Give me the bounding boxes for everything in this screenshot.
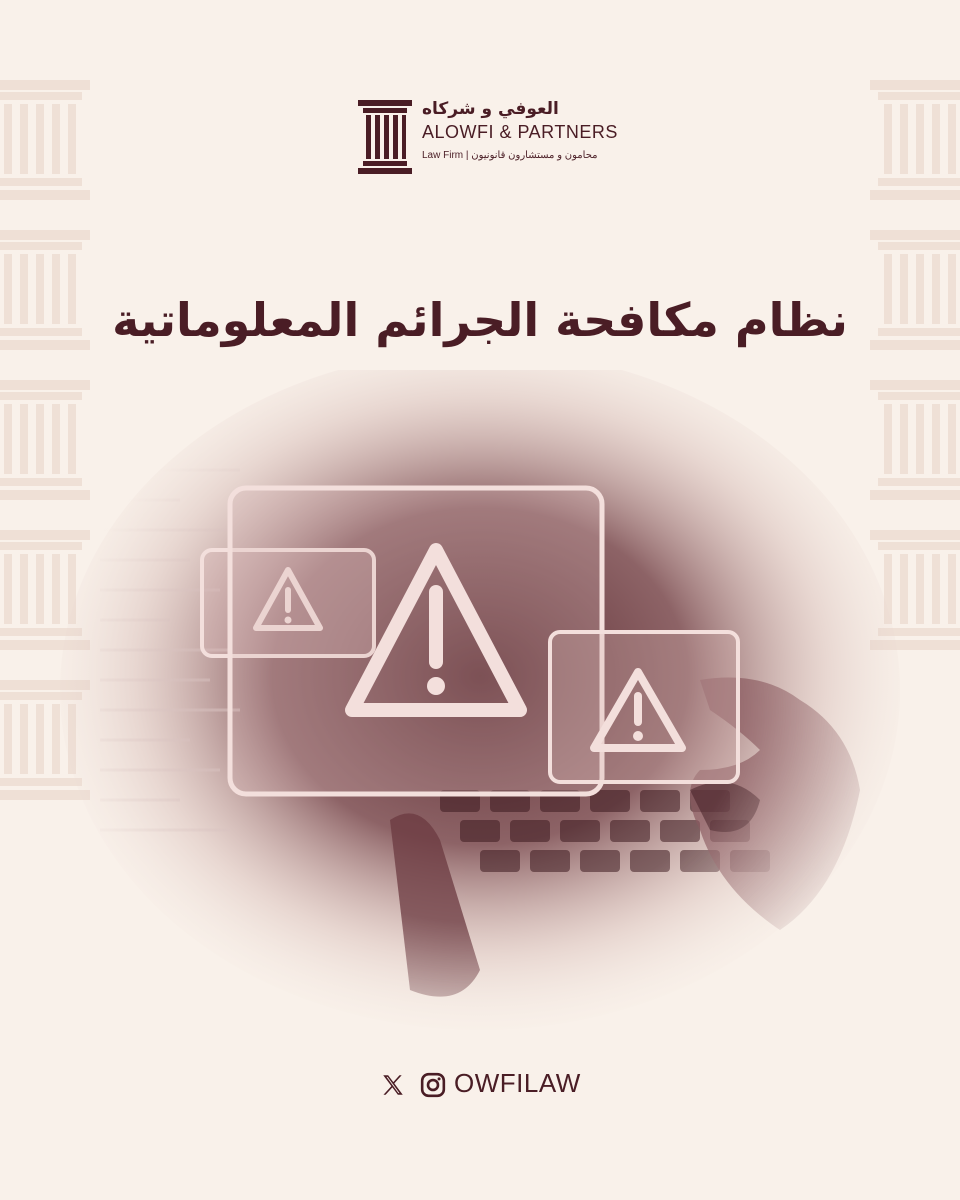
firm-tagline: Law Firm | محامون و مستشارون قانونيون <box>422 150 598 161</box>
instagram-icon[interactable] <box>420 1072 446 1098</box>
page-title: نظام مكافحة الجرائم المعلوماتية <box>112 293 848 347</box>
social-handles <box>380 1066 620 1106</box>
firm-name-arabic: العوفي و شركاه <box>422 99 559 119</box>
firm-name-english: ALOWFI & PARTNERS <box>422 122 618 142</box>
firm-logo <box>358 98 618 178</box>
pillar-logo-icon <box>358 100 412 174</box>
x-icon[interactable] <box>380 1072 406 1098</box>
cybercrime-warning-illustration <box>60 370 900 1050</box>
social-handle-text[interactable]: OWFILAW <box>454 1068 581 1098</box>
